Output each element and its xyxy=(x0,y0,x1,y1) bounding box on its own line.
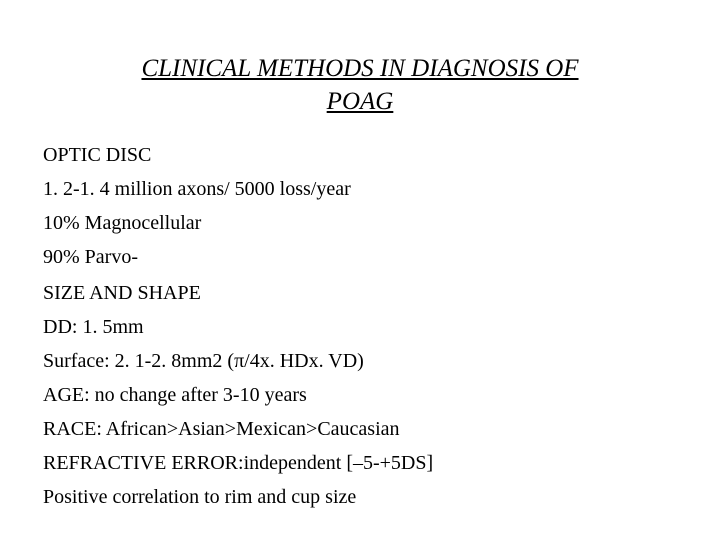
section-size-and-shape xyxy=(43,276,693,514)
body-line: Positive correlation to rim and cup size xyxy=(43,486,357,508)
slide-body xyxy=(43,138,693,514)
body-line: REFRACTIVE ERROR:independent [–5-+5DS] xyxy=(43,452,434,474)
section-heading-size-and-shape: SIZE AND SHAPE xyxy=(43,282,201,304)
section-optic-disc xyxy=(43,138,693,274)
body-line: 10% Magnocellular xyxy=(43,212,202,234)
slide-title xyxy=(40,52,680,118)
body-line: 90% Parvo- xyxy=(43,246,138,268)
body-line: RACE: African>Asian>Mexican>Caucasian xyxy=(43,418,400,440)
slide-title-line-2: POAG xyxy=(326,88,394,115)
slide-title-line-1: CLINICAL METHODS IN DIAGNOSIS OF xyxy=(141,55,579,82)
body-line: 1. 2-1. 4 million axons/ 5000 loss/year xyxy=(43,178,351,200)
body-line: AGE: no change after 3-10 years xyxy=(43,384,307,406)
body-line: DD: 1. 5mm xyxy=(43,316,144,338)
body-line: Surface: 2. 1-2. 8mm2 (π/4x. HDx. VD) xyxy=(43,350,364,372)
section-heading-optic-disc: OPTIC DISC xyxy=(43,144,152,166)
